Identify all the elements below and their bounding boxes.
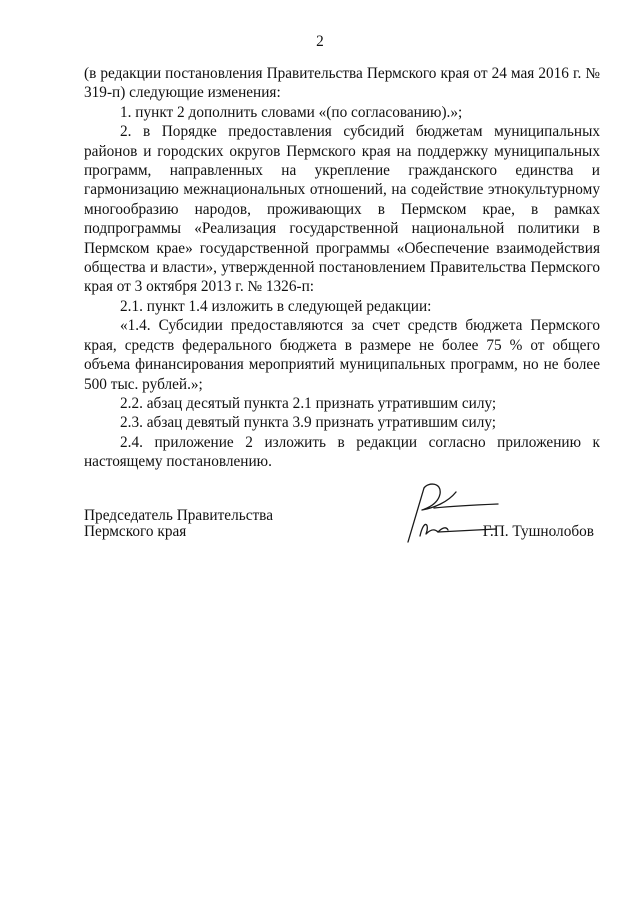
signer-name: Г.П. Тушнолобов: [482, 523, 594, 540]
paragraph-intro: (в редакции постановления Правительства Пермского края от 24 мая 2016 г. № 319-п) следующие изменения:: [84, 65, 600, 102]
signer-title: [84, 508, 273, 540]
paragraph-item-2-4: 2.4. приложение 2 изложить в редакции согласно приложению к настоящему постановлению.: [84, 433, 600, 471]
paragraph-item-2-3: 2.3. абзац девятый пункта 3.9 признать утратившим силу;: [120, 414, 497, 432]
signature-block: [84, 508, 600, 548]
page-number: 2: [316, 33, 324, 50]
document-body: [84, 64, 600, 472]
paragraph-quoted-1-4: «1.4. Субсидии предоставляются за счет средств бюджета Пермского края, средств федерального бюджета в размере не более 75 % от общего объема финансирования мероприятий муниципальных программ, но не более 500 тыс. рублей.»;: [84, 317, 600, 393]
paragraph-item-2: 2. в Порядке предоставления субсидий бюджетам муниципальных районов и городских округов Пермского края на поддержку муниципальных программ, направленных на укрепление гражданского единства и гармонизацию межнациональных отношений, на содействие этнокультурному многообразию народов, проживающих в Пермском крае, в рамках подпрограммы «Реализация государственной национальной политики в Пермском крае» государственной программы «Обеспечение взаимодействия общества и власти», утвержденной постановлением Правительства Пермского края от 3 октября 2013 г. № 1326-п:: [84, 123, 600, 296]
paragraph-item-2-1: 2.1. пункт 1.4 изложить в следующей редакции:: [120, 297, 432, 315]
signer-title-line-1: Председатель Правительства: [84, 507, 273, 524]
paragraph-item-1: 1. пункт 2 дополнить словами «(по согласованию).»;: [120, 103, 463, 121]
paragraph-item-2-2: 2.2. абзац десятый пункта 2.1 признать утратившим силу;: [120, 394, 497, 412]
signer-title-line-2: Пермского края: [84, 523, 187, 540]
